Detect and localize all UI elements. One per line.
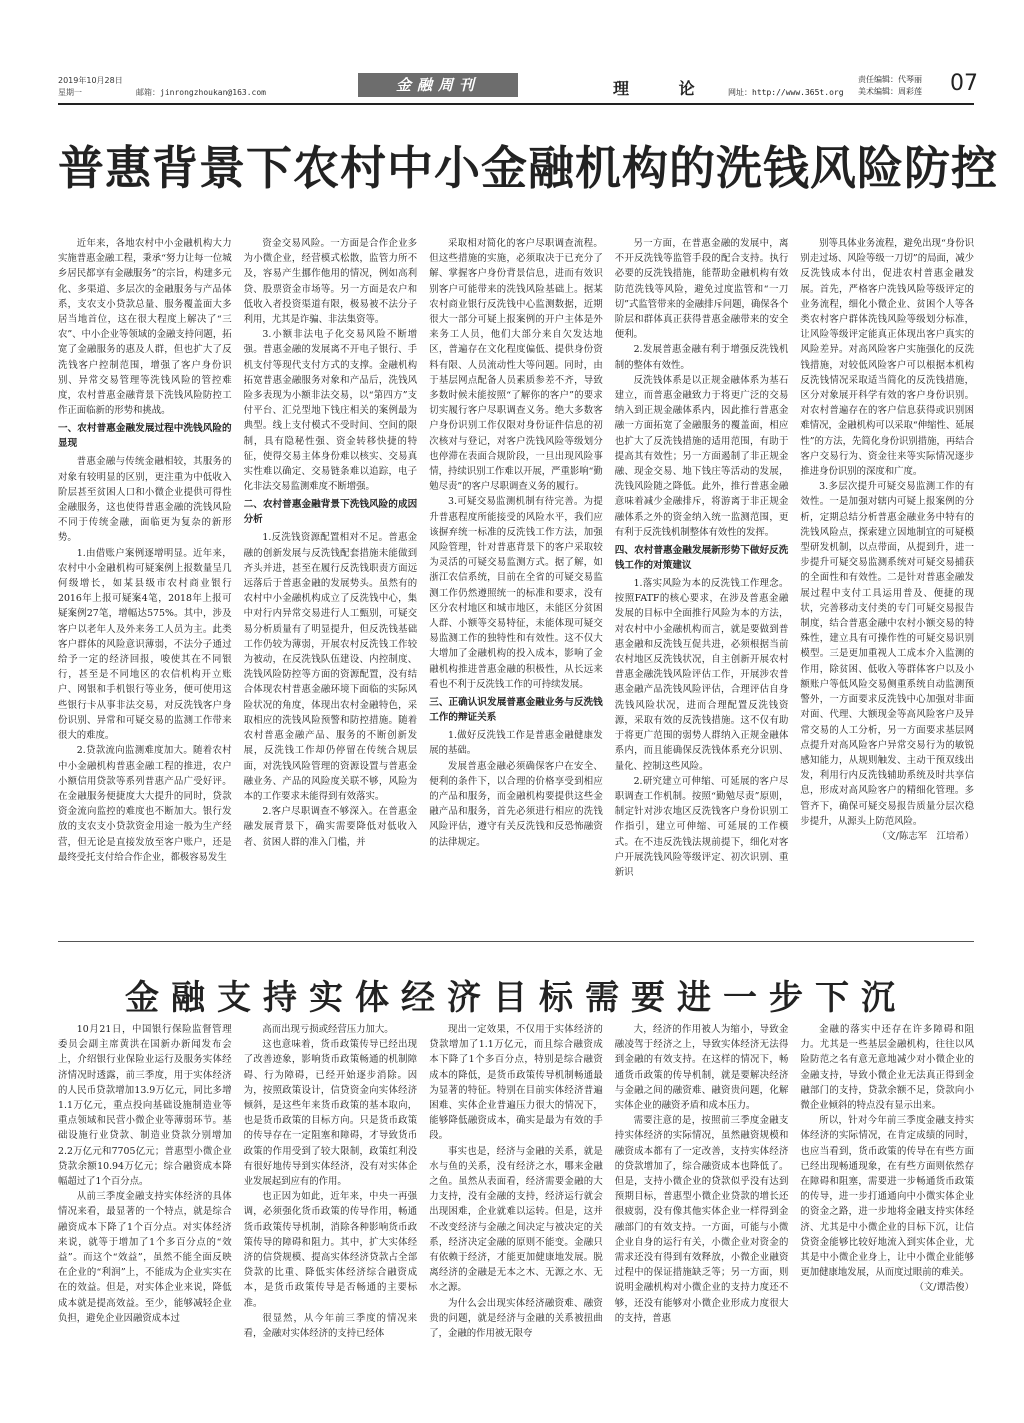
paragraph: 采取相对简化的客户尽职调查流程。但这些措施的实施，必须取决于已充分了解、掌握客户身份背景信息，进而有效识别客户可能带来的洗钱风险基础上。据某农村商业银行反洗钱中心监测数据，近期很大一部分可疑上报案例的开户主体是外来务工人员，他们大部分来自欠发达地区，普遍存在文化程度偏低、提供身份资料有限、人员流动性大等问题。同时，由于基层网点配备人员素质参差不齐，导致多数时候未能按照“了解你的客户”的要求切实履行客户尽职调查义务。绝大多数客户身份识别工作仅限对身份证件信息的初次核对与登记，对客户洗钱风险等级划分也停滞在表面合规阶段，一旦出现风险事情，持续识别工作难以开展，严重影响“勤勉尽责”的客户尽职调查义务的履行。 [429, 238, 603, 493]
text-column [800, 1022, 974, 1367]
paragraph: 大，经济的作用被人为缩小，导致金融凌驾于经济之上，导致实体经济无法得到金融的有效支持。在这样的情况下，畅通货币政策的传导机制，就是要解决经济与金融之间的融资难、融资贵问题，化解实体企业的融资矛盾和成本压力。 [614, 1024, 789, 1112]
paragraph: 也正因为如此，近年来，中央一再强调，必须强化货币政策的传导作用，畅通货币政策传导机制，消除各种影响货币政策传导的障碍和阻力。其中，扩大实体经济的信贷规模、提高实体经济贷款占全部贷款的比重、降低实体经济综合融资成本，是货币政策传导是否畅通的主要标准。 [243, 1191, 418, 1309]
section-heading: 四、农村普惠金融发展新形势下做好反洗钱工作的对策建议 [614, 545, 789, 572]
page-number: 07 [950, 71, 978, 96]
page-header [58, 71, 978, 101]
paragraph: 2.研究建立可伸缩、可延展的客户尽职调查工作机制。按照“勤勉尽责”原则，制定针对涉农地区反洗钱客户身份识别工作指引，建立可伸缩、可延展的工作模式。在不违反洗钱法规前提下，细化对客户开展洗钱风险等级评定、初次识别、重新识 [614, 775, 789, 878]
email-label: 邮箱： [136, 88, 160, 97]
text-column [615, 236, 789, 926]
art-editor: 美术编辑：周彩莲 [858, 87, 922, 96]
paragraph: 金融的落实中还存在许多障碍和阻力。尤其是一些基层金融机构，往往以风险防范之名有意无意地减少对小微企业的金融支持，导致小微企业无法真正得到金融部门的支持，贷款余额不足，贷款向小微企业倾斜的特点没有显示出来。 [800, 1024, 974, 1112]
text-column [244, 1022, 418, 1367]
byline: （文/陈志军 江培希） [877, 830, 974, 842]
paragraph: 发展普惠金融必须确保客户在安全、便利的条件下，以合理的价格享受到相应的产品和服务，而金融机构要提供这些金融产品和服务，首先必须进行相应的洗钱风险评估，遵守有关反洗钱和反恐怖融资的法律规定。 [429, 760, 603, 848]
paragraph: 3.小额非法电子化交易风险不断增强。普惠金融的发展离不开电子银行、手机支付等现代支付方式的支撑。金融机构拓宽普惠金融服务对象和产品后，洗钱风险多表现为小额非法交易，以“第四方”支付平台、汇兑型地下钱庄相关的案例最为典型。线上支付模式不受时间、空间的限制，具有隐秘性强、资金转移快捷的特征，使得交易主体身份难以核实、交易真实性难以确定、交易链条难以追踪，电子化非法交易监测难度不断增强。 [243, 329, 418, 493]
text-column [244, 236, 418, 926]
paragraph: 1.反洗钱资源配置相对不足。普惠金融的创新发展与反洗钱配套措施未能做到齐头并进，甚至在履行反洗钱职责方面远远落后于普惠金融的发展势头。虽然有的农村中小金融机构成立了反洗钱中心，集中对行内异常交易进行人工甄别，可疑交易分析质量有了明显提升，但反洗钱基础工作仍较为薄弱，开展农村反洗钱工作较为被动，在反洗钱队伍建设、内控制度、洗钱风险防控等方面的资源配置，没有结合体现农村普惠金融环境下面临的实际风险状况的角度，体现出农村金融特色，采取相应的洗钱风险预警和防控措施。随着农村普惠金融产品、服务的不断创新发展，反洗钱工作却仍停留在传统合规层面，对洗钱风险管理的资源设置与普惠金融业务、产品的风险度关联不够，风险为本的工作要求未能得到有效落实。 [243, 532, 418, 802]
article-2-body [58, 1022, 974, 1367]
paper-logo: 金融周刊 [358, 73, 518, 97]
paragraph: 10月21日，中国银行保险监督管理委员会副主席黄洪在国新办新闻发布会上，介绍银行业保险业运行及服务实体经济情况时透露，前三季度，用于实体经济的人民币贷款增加13.9万亿元，同比多增1.1万亿元，重点投向基础设施制造业等重点领域和民营小微企业等薄弱环节。基础设施行业贷款、制造业贷款分别增加2.2万亿元和7705亿元；普惠型小微企业贷款余额10.94万亿元；综合融资成本降幅超过了1个百分点。 [58, 1024, 232, 1188]
text-column [429, 236, 603, 926]
paragraph: 别等具体业务流程，避免出现“身份识别走过场、风险等级一刀切”的局面，减少反洗钱成本付出，促进农村普惠金融发展。首先，严格客户洗钱风险等级评定的业务流程，细化小微企业、贫困个人等各类农村客户群体洗钱风险等级划分标准，让风险等级评定能真正体现出客户真实的风险差异。对高风险客户实施强化的反洗钱措施，对较低风险客户可以根据本机构反洗钱情况采取适当简化的反洗钱措施，区分对象展开科学有效的客户身份识别。对农村普遍存在的客户信息获得或识别困难情况，金融机构可以采取“伸缩性、延展性”的方法，先简化身份识别措施，再结合客户交易行为、资金往来等实际情况逐步推进身份识别的深度和广度。 [800, 238, 974, 478]
paragraph: 从前三季度金融支持实体经济的具体情况来看，最显著的一个特点，就是综合融资成本下降了1个百分点。对实体经济来说，就等于增加了1个多百分点的“效益”。而这个“效益”，虽然不能全面反映在企业的“利润”上，不能成为企业实实在在的效益。但是，对实体企业来说，降低成本就是提高效益。至少，能够减轻企业负担，避免企业因融资成本过 [58, 1191, 232, 1324]
header-rule [58, 103, 974, 105]
text-column [615, 1022, 789, 1367]
article-1-title: 普惠背景下农村中小金融机构的洗钱风险防控 [58, 141, 998, 195]
section-heading: 一、农村普惠金融发展过程中洗钱风险的显现 [58, 423, 232, 450]
byline: （文/谭浩俊） [914, 1282, 974, 1294]
paragraph: 1.做好反洗钱工作是普惠金融健康发展的基础。 [429, 730, 603, 757]
website-url: http://www.365t.org [752, 88, 844, 97]
paragraph: 2.发展普惠金融有利于增强反洗钱机制的整体有效性。 [614, 344, 789, 371]
section-heading: 三、正确认识发展普惠金融业务与反洗钱工作的辩证关系 [429, 697, 603, 724]
paragraph: 资金交易风险。一方面是合作企业多为小微企业，经营模式松散，监管力所不及，容易产生挪作他用的情况，例如高利贷、股票资金市场等。另一方面是农户和低收入者投资渠道有限，极易被不法分子利用，尤其是诈骗、非法集资等。 [243, 238, 418, 326]
section-heading: 二、农村普惠金融背景下洗钱风险的成因分析 [243, 499, 418, 526]
website-label: 网址： [728, 88, 752, 97]
text-column [429, 1022, 603, 1367]
paragraph: 现出一定效果，不仅用于实体经济的贷款增加了1.1万亿元，而且综合融资成本下降了1个多百分点，特别是综合融资成本的降低，是货币政策传导机制畅通最为显著的特征。特别在目前实体经济普遍困难、实体企业普遍压力很大的情况下，能够降低融资成本，确实是最为有效的手段。 [429, 1024, 603, 1142]
text-column [58, 236, 232, 926]
paragraph: 2.客户尽职调查不够深入。在普惠金融发展背景下，确实需要降低对低收入者、贫困人群的准入门槛，并 [243, 806, 418, 848]
section-name: 理 论 [613, 79, 717, 98]
article-2-title: 金融支持实体经济目标需要进一步下沉 [125, 978, 907, 1018]
paragraph: 反洗钱体系是以正规金融体系为基石建立，而普惠金融致力于将更广泛的交易纳入到正规金融体系内，因此推行普惠金融一方面拓宽了金融服务的覆盖面，相应也扩大了反洗钱措施的适用范围，有助于提高其有效性；另一方面遏制了非正规金融、现金交易、地下钱庄等活动的发展，洗钱风险随之降低。此外，推行普惠金融意味着减少金融排斥，将游离于非正规金融体系之外的资金纳入统一监测范围，更有利于反洗钱机制整体有效性的发挥。 [614, 374, 789, 538]
paragraph: 为什么会出现实体经济融资难、融资贵的问题，就是经济与金融的关系被扭曲了，金融的作用被无限夸 [429, 1297, 603, 1340]
text-column [800, 236, 974, 926]
issue-weekday: 星期一 [58, 88, 82, 97]
paragraph: 1.由借账户案例逐增明显。近年来，农村中小金融机构可疑案例上报数量呈几何级增长，如某县级市农村商业银行2016年上报可疑案4笔，2018年上报可疑案例27笔，增幅达575%。其中，涉及客户以老年人及外来务工人员为主。此类客户群体的风险意识薄弱，不法分子通过给予一定的经济回报，唆使其在不同银行，甚至是不同地区的农信机构开立账户、网银和手机银行等业务，便可使用这些银行卡从事非法交易，对反洗钱客户身份识别、异常和可疑交易的监测工作带来很大的难度。 [58, 547, 232, 742]
paragraph: 2.贷款流向监测难度加大。随着农村中小金融机构普惠金融工程的推进，农户小额信用贷款等系列普惠产品广受好评。在金融服务便捷度大大提升的同时，贷款资金流向监控的难度也不断加大。银行发放的支农支小贷款资金用途一般为生产经营，但无论是直接发放至客户账户，还是最终受托支付给合作企业，都极容易发生 [58, 745, 232, 863]
website-line [728, 87, 844, 98]
paragraph: 需要注意的是，按照前三季度金融支持实体经济的实际情况，虽然融资规模和融资成本都有了一定改善，支持实体经济的贷款增加了，综合融资成本也降低了。但是，支持小微企业的贷款似乎没有达到预期目标，普惠型小微企业贷款的增长还很疲弱，没有像其他实体企业一样得到金融部门的有效支持。一方面，可能与小微企业自身的运行有关，小微企业对资金的需求还没有得到有效释放，小微企业融资过程中的保证措施缺乏等；另一方面，则说明金融机构对小微企业的支持力度还不够，还没有能够对小微企业形成力度很大的支持，普惠 [614, 1115, 789, 1324]
paragraph: 这也意味着，货币政策传导已经出现了改善迹象，影响货币政策畅通的机制障碍、行为障碍，已经开始逐步消除。因为，按照政策设计，信贷资金向实体经济倾斜，是这些年来货币政策的基本取向，也是货币政策的目标方向。只是货币政策的传导存在一定阻塞和障碍，才导致货币政策的作用受到了较大限制，政策红利没有很好地传导到实体经济，没有对实体企业发展起到应有的作用。 [243, 1039, 418, 1188]
paragraph: 3.多层次提升可疑交易监测工作的有效性。一是加强对辖内可疑上报案例的分析，定期总结分析普惠金融业务中特有的洗钱风险点，探索建立因地制宜的可疑模型研发机制，以点带面，从提到升，进一步提升可疑交易监测系统对可疑交易捕获的全面性和有效性。二是针对普惠金融发展过程中支付工具运用普及、便捷的现状，完善移动支付类的专门可疑交易报告制度，结合普惠金融中农村小额交易的特殊性，建立具有可操作性的可疑交易识别模型。三是更加重视人工成本介入监测的作用，除贫困、低收入等群体客户以及小额账户等低风险交易侧重系统自动监测预警外，一方面要求反洗钱中心加强对非面对面、代理、大额现金等高风险客户及异常交易的人工分析，另一方面要求基层网点提升对高风险客户异常交易行为的敏锐感知能力，从规则触发、主动干预双线出发，利用行内反洗钱辅助系统及时共享信息，形成对高风险客户的精细化管理。多管齐下，确保可疑交易报告质量分层次稳步提升，从源头上防范风险。 [800, 481, 974, 827]
text-column [58, 1022, 232, 1367]
paragraph: 高而出现亏损或经营压力加大。 [262, 1024, 394, 1035]
paragraph: 很显然，从今年前三季度的情况来看，金融对实体经济的支持已经体 [243, 1312, 418, 1340]
paragraph: 事实也是，经济与金融的关系，就是水与鱼的关系，没有经济之水，哪来金融之鱼。虽然从表面看，经济需要金融的大力支持，没有金融的支持，经济运行就会出现困难，企业就难以运转。但是，这并不改变经济与金融之间决定与被决定的关系，经济决定金融的原则不能变。金融只有依赖于经济，才能更加健康地发展。脱离经济的金融是无本之木、无源之水、无水之源。 [429, 1145, 603, 1294]
paragraph: 3.可疑交易监测机制有待完善。为提升普惠程度所能接受的风险水平，我们应该摒弃统一标准的反洗钱工作方法，加强风险管理，针对普惠背景下的客户采取较为灵活的可疑交易监测方式。据了解，如浙江农信系统，目前在全省的可疑交易监测工作仍然遵照统一的标准和要求，没有区分农村地区和城市地区，未能区分贫困人群、小额等交易特征，未能体现可疑交易监测工作的独特性和有效性。这不仅大大增加了金融机构的投入成本，影响了金融机构推进普惠金融的积极性，从长远来看也不利于反洗钱工作的可持续发展。 [429, 496, 603, 690]
paragraph: 所以，针对今年前三季度金融支持实体经济的实际情况，在肯定成绩的同时，也应当看到，货币政策的传导在有些方面已经出现畅通现象，在有些方面则依然存在障碍和阻塞，需要进一步畅通货币政策的传导，进一步打通通向中小微实体企业的资金之路，进一步地将金融支持实体经济、尤其是中小微企业的目标下沉，让信贷资金能够比较好地流入到实体企业，尤其是中小微企业身上，让中小微企业能够更加健康地发展，从而度过眼前的难关。 [800, 1115, 974, 1279]
paragraph: 另一方面，在普惠金融的发展中，离不开反洗钱等监管手段的配合支持。执行必要的反洗钱措施，能帮助金融机构有效防范洗钱等风险，避免过度监管和“一刀切”式监管带来的金融排斥问题，确保各个阶层和群体真正获得普惠金融带来的安全便利。 [614, 238, 789, 341]
article-1-body [58, 236, 974, 926]
chief-editor: 责任编辑：代琴丽 [858, 75, 922, 84]
paragraph: 1.落实风险为本的反洗钱工作理念。按照FATF的核心要求，在涉及普惠金融发展的目标中全面推行风险为本的方法，对农村中小金融机构而言，就是要做到普惠金融和反洗钱互促共进，必须根据当前农村地区反洗钱状况，自主创新开展农村普惠金融洗钱风险评估工作，开展涉农普惠金融产品洗钱风险评估，合理评估自身洗钱风险状况，进而合理配置反洗钱资源，采取有效的反洗钱措施。这不仅有助于将更广范围的弱势人群纳入正规金融体系内，而且能确保反洗钱体系充分识别、量化、控制这些风险。 [614, 578, 789, 772]
issue-date: 2019年10月28日 [58, 76, 123, 85]
email-line [136, 87, 266, 98]
article-divider [58, 941, 974, 942]
paragraph: 近年来，各地农村中小金融机构大力实施普惠金融工程，秉承“努力让每一位城乡居民都享有金融服务”的宗旨，构建多元化、多渠道、多层次的金融服务与产品体系，支农支小贷款总量、服务覆盖面大多居当地首位，这在很大程度上解决了“三农”、中小企业等领域的金融支持问题，拓宽了金融服务的惠及人群，但也扩大了反洗钱客户控制范围，增强了客户身份识别、异常交易管理等洗钱风险的管控难度，农村普惠金融背景下洗钱风险防控工作正面临新的形势和挑战。 [58, 238, 232, 417]
paragraph: 普惠金融与传统金融相较，其服务的对象有较明显的区别，更注重为中低收入阶层甚至贫困人口和小微企业提供可得性金融服务，这也使得普惠金融的洗钱风险不同于传统金融，面临更为复杂的新形势。 [58, 456, 232, 544]
email-address: jinrongzhoukan@163.com [160, 88, 266, 97]
